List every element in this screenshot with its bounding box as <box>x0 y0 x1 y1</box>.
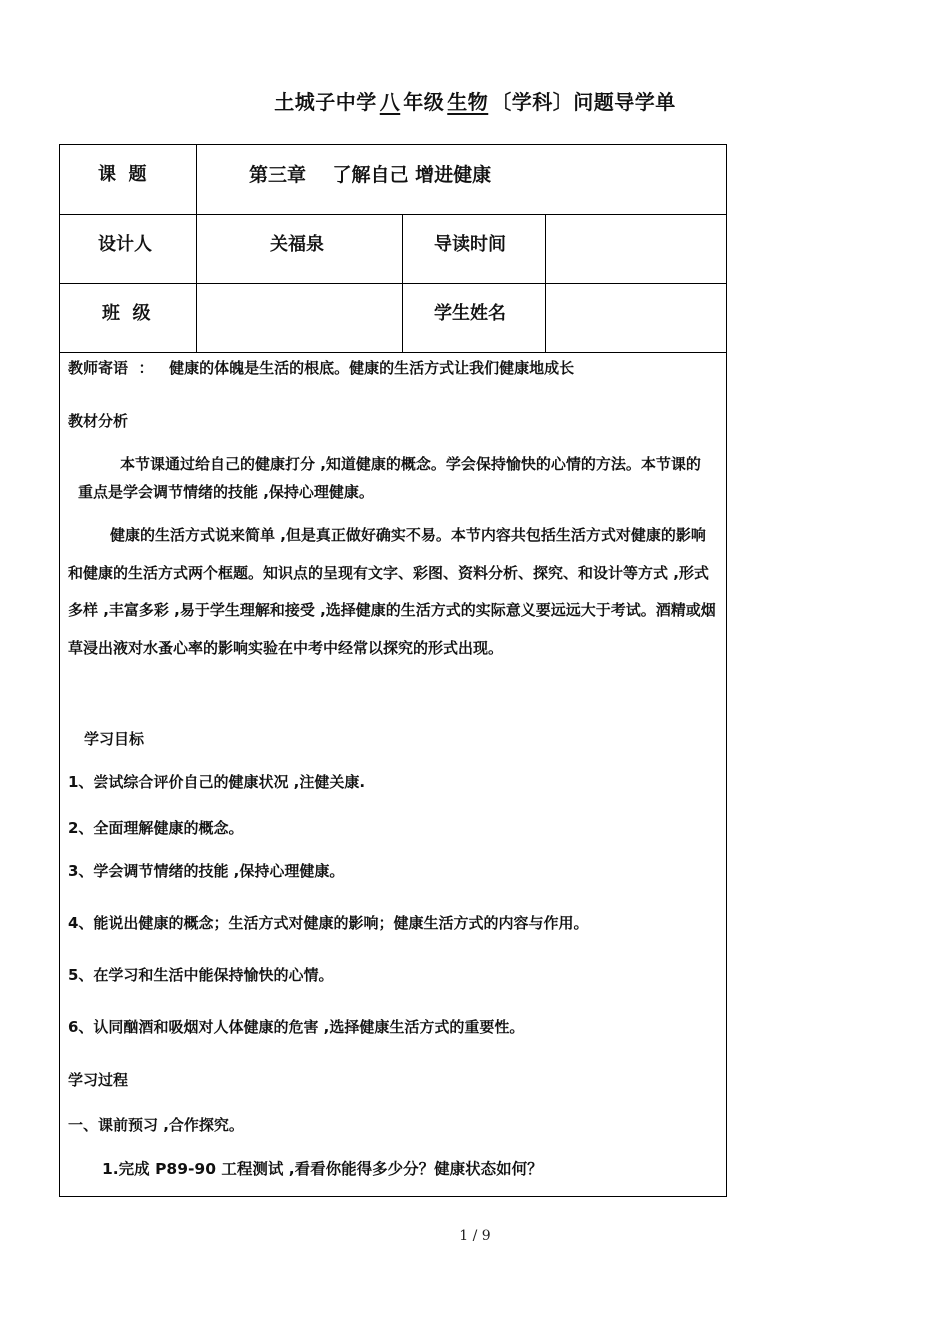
table-col-divider <box>545 214 546 352</box>
process-heading: 学习过程 <box>68 1071 129 1089</box>
table-col-divider <box>196 144 197 352</box>
grade-field: 八 <box>379 90 401 114</box>
goal-item: 2、全面理解健康的概念。 <box>68 819 244 837</box>
table-row-divider <box>59 283 727 284</box>
grade-suffix: 年级 <box>403 90 445 114</box>
process-step-1-item: 1.完成 P89-90 工程测试 ,看看你能得多少分？健康状态如何？ <box>102 1160 543 1178</box>
page-number: 1 / 9 <box>459 1228 491 1244</box>
school-name: 土城子中学 <box>274 90 377 114</box>
teacher-message: 教师寄语 ： 健康的体魄是生活的根底。健康的生活方式让我们健康地成长 <box>68 359 575 377</box>
designer-label: 设计人 <box>98 234 152 255</box>
goal-item: 1、尝试综合评价自己的健康状况 ,注健关康. <box>68 773 366 791</box>
goal-item: 4、能说出健康的概念；生活方式对健康的影响；健康生活方式的内容与作用。 <box>68 914 589 932</box>
class-label: 班 级 <box>102 303 151 324</box>
designer-value: 关福泉 <box>270 234 324 255</box>
table-col-divider <box>402 214 403 352</box>
subject-field: 生物 <box>447 90 489 114</box>
document-title <box>0 86 950 115</box>
table-row-divider <box>59 214 727 215</box>
analysis-heading: 教材分析 <box>68 412 129 430</box>
table-row-divider <box>59 352 727 353</box>
goal-item: 5、在学习和生活中能保持愉快的心情。 <box>68 966 334 984</box>
analysis-paragraph-2: 健康的生活方式说来简单 ,但是真正做好确实不易。本节内容共包括生活方式对健康的影响和健康的生活方式两个框题。知识点的呈现有文字、彩图、资料分析、探究、和设计等方式 ,形式多样 ,丰富多彩 ,易于学生理解和接受 ,选择健康的生活方式的实际意义要远远大于考试。酒精或烟草浸出液对水蚤心率的影响实验在中考中经常以探究的形式出现。 <box>68 526 716 657</box>
goal-item: 3、学会调节情绪的技能 ,保持心理健康。 <box>68 862 345 880</box>
analysis-paragraph-1: 本节课通过给自己的健康打分 ,知道健康的概念。学会保持愉快的心情的方法。本节课的重点是学会调节情绪的技能 ,保持心理健康。 <box>78 455 701 501</box>
time-label: 导读时间 <box>434 234 506 255</box>
goal-item: 6、认同酗酒和吸烟对人体健康的危害 ,选择健康生活方式的重要性。 <box>68 1018 525 1036</box>
guide-table <box>59 144 727 1197</box>
goals-heading: 学习目标 <box>84 730 145 748</box>
title-suffix: 〔学科〕问题导学单 <box>491 90 676 114</box>
student-label: 学生姓名 <box>434 303 506 324</box>
topic-label: 课 题 <box>98 164 147 185</box>
topic-value: 第三章 了解自己 增进健康 <box>249 164 492 186</box>
process-step-1: 一、课前预习 ,合作探究。 <box>68 1116 244 1134</box>
